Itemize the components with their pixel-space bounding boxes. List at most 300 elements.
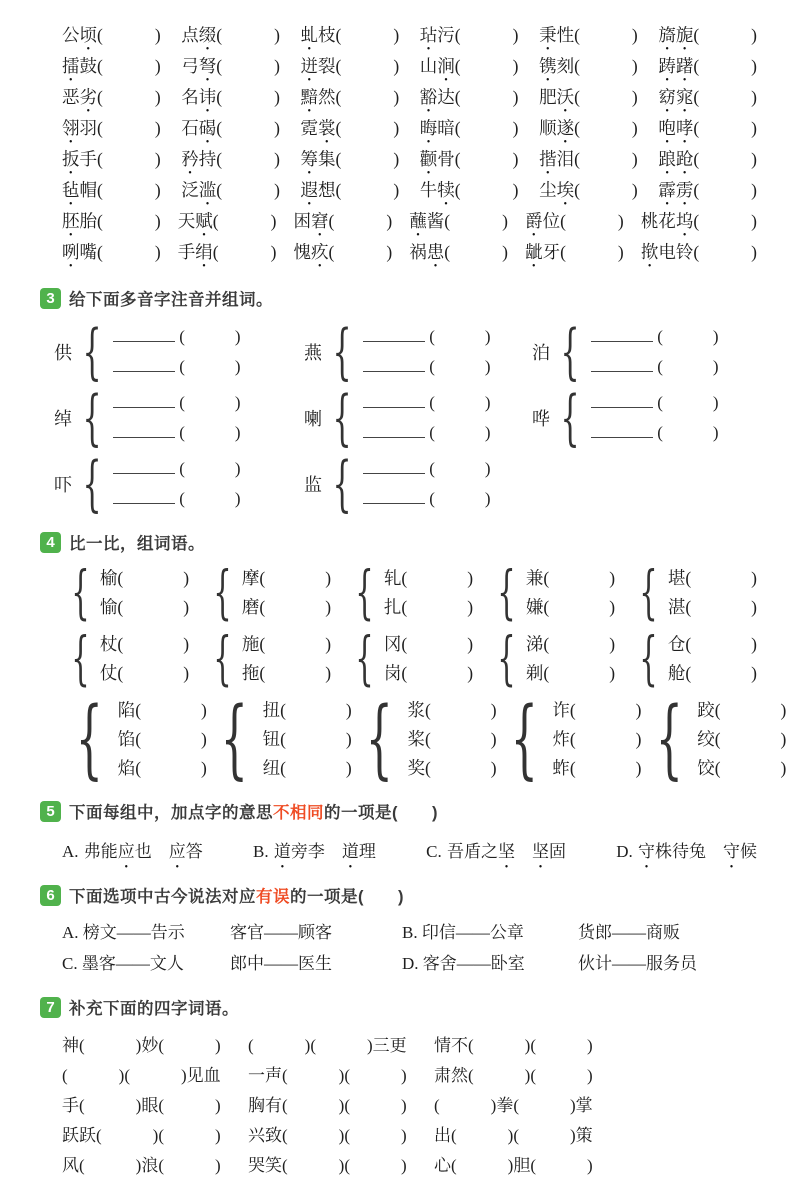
dotted-word (539, 118, 574, 138)
dotted-word (301, 56, 336, 76)
section5-number-badge: 5 (40, 801, 61, 822)
dotted-word (169, 842, 203, 861)
character: 咆 (658, 118, 676, 138)
idiom-row (62, 1061, 757, 1091)
character: 旁 (290, 842, 308, 861)
idiom-row (62, 1151, 757, 1181)
character: 想 (318, 180, 336, 200)
character: 赋 (195, 211, 213, 231)
compare-lines (263, 696, 352, 783)
character: 应 (117, 842, 135, 861)
brace-icon: { (560, 382, 580, 453)
idiom-item: 手( )眼( ) (62, 1096, 221, 1115)
compare-line: 涕( ) (525, 634, 616, 654)
character: 弓 (181, 56, 199, 76)
idiom-item: 哭笑( )( ) (248, 1156, 407, 1175)
answer-lines (363, 322, 490, 382)
compare-character: 跤 (697, 700, 715, 720)
idiom-row (62, 1091, 757, 1121)
dotted-word (447, 842, 515, 861)
compare-character: 施 (241, 634, 260, 654)
compare-character: 榆 (99, 568, 118, 588)
polyphone-unit (304, 382, 532, 453)
answer-line: ( ) (113, 322, 240, 352)
word-list-row (62, 53, 757, 84)
dotted-word (723, 842, 757, 861)
character: 刻 (556, 56, 575, 76)
character: 花 (658, 211, 676, 231)
brace-icon: { (82, 382, 102, 453)
character: 羽 (79, 118, 97, 138)
compare-line: 诈( ) (552, 700, 642, 720)
word-item: 咆哮( ) (658, 115, 757, 146)
character: 李 (307, 842, 325, 861)
word-item: 筹集( ) (301, 146, 400, 177)
mapping-item: B. 印信——公章 (402, 923, 524, 942)
compare-line: 拖( ) (241, 663, 332, 683)
word-item: 愧疚( ) (294, 239, 393, 270)
section4-heading (40, 530, 757, 554)
polyphone-character: 哗 (532, 409, 550, 429)
character: 肥 (539, 87, 557, 107)
idiom-item: 一声( )( ) (248, 1066, 407, 1085)
dotted-word (525, 211, 560, 231)
option-label: C. (426, 842, 446, 861)
blank-line (113, 424, 175, 438)
word-item: 尘埃( ) (539, 177, 638, 208)
character: 咧 (62, 242, 80, 262)
compare-character: 陷 (117, 700, 136, 720)
compare-lines (697, 696, 786, 783)
answer-line: ( ) (363, 322, 490, 352)
dotted-word (539, 56, 574, 76)
character: 泪 (556, 149, 575, 169)
character: 尘 (539, 180, 557, 200)
answer-lines (363, 388, 490, 448)
word-item: 恶劣( ) (62, 84, 161, 115)
compare-character: 杖 (99, 634, 118, 654)
compare-line: 扎( ) (383, 597, 474, 617)
compare-group (642, 688, 787, 789)
character: 然 (318, 87, 336, 107)
dotted-word (294, 211, 329, 231)
word-item: 弓弩( ) (181, 53, 280, 84)
brace-icon: { (365, 688, 393, 789)
word-item: 矜持( ) (181, 146, 280, 177)
dotted-word (658, 180, 693, 200)
mapping-item: 郎中——医生 (230, 954, 332, 973)
word-list-row (62, 22, 757, 53)
polyphone-row (54, 448, 757, 519)
section4-number-badge: 4 (40, 532, 61, 553)
word-item: 踌躇( ) (658, 53, 757, 84)
answer-line: ( ) (113, 454, 240, 484)
character: 疚 (311, 242, 329, 262)
polyphone-unit (304, 316, 532, 387)
compare-line: 跤( ) (697, 700, 787, 720)
character: 守 (723, 842, 740, 861)
character: 性 (556, 25, 575, 45)
character: 祸 (409, 242, 427, 262)
polyphone-character: 监 (304, 475, 322, 495)
word-item: 龇牙( ) (525, 239, 624, 270)
character: 豁 (419, 87, 438, 107)
word-list-row (62, 239, 757, 270)
polyphone-grid (54, 316, 757, 519)
blank-line (113, 490, 175, 504)
section3-heading (40, 286, 757, 310)
character: 守 (638, 842, 655, 861)
compare-line: 焰( ) (117, 758, 207, 778)
character: 遂 (556, 118, 575, 138)
polyphone-character: 吓 (54, 475, 72, 495)
character: 污 (437, 25, 455, 45)
compare-line: 愉( ) (99, 597, 190, 617)
section6-heading (40, 883, 757, 907)
compare-lines (668, 564, 757, 622)
compare-lines (526, 564, 615, 622)
compare-line: 绞( ) (697, 729, 787, 749)
character: 迸 (300, 56, 319, 76)
compare-group (488, 624, 616, 693)
compare-line: 钮( ) (262, 729, 352, 749)
character: 秉 (539, 25, 557, 45)
dotted-word (641, 211, 694, 231)
choice-option (616, 837, 757, 867)
section5-title-suffix: 的一项是( ) (324, 804, 438, 822)
answer-line: ( ) (113, 352, 240, 382)
dotted-word (181, 180, 216, 200)
idiom-item: 出( )( )策 (434, 1126, 593, 1145)
brace-icon: { (332, 382, 352, 453)
dotted-word (294, 242, 329, 262)
character: 涧 (437, 56, 455, 76)
compare-lines (552, 696, 641, 783)
idiom-item: 风( )浪( ) (62, 1156, 221, 1175)
compare-group (346, 558, 474, 627)
character: 点 (181, 25, 199, 45)
word-item: 困窘( ) (294, 208, 393, 239)
idiom-item: 兴致( )( ) (248, 1126, 407, 1145)
compare-line: 浆( ) (407, 700, 497, 720)
answer-line: ( ) (363, 454, 490, 484)
polyphone-unit (54, 316, 304, 387)
compare-character: 扭 (262, 700, 281, 720)
compare-line: 施( ) (241, 634, 332, 654)
character: 坞 (675, 211, 694, 231)
character: 集 (318, 149, 336, 169)
section5-title (69, 799, 438, 823)
answer-lines (591, 388, 718, 448)
section5-options (62, 837, 757, 867)
brace-icon: { (639, 558, 658, 627)
polyphone-unit (304, 448, 491, 519)
character: 应 (168, 842, 186, 861)
dotted-word (301, 118, 336, 138)
word-list (62, 22, 757, 270)
character: 位 (542, 211, 561, 231)
word-item: 蘸酱( ) (409, 208, 508, 239)
character: 骨 (437, 149, 455, 169)
character: 哮 (675, 118, 694, 138)
section7-title: 补充下面的四字词语。 (69, 1000, 239, 1018)
blank-line (113, 394, 175, 408)
character: 坚 (497, 842, 515, 861)
idiom-item: ( )拳( )掌 (434, 1096, 593, 1115)
character: 也 (134, 842, 152, 861)
brace-icon: { (497, 624, 516, 693)
polyphone-character: 绰 (54, 409, 72, 429)
brace-icon: { (82, 448, 102, 519)
compare-line: 湛( ) (667, 597, 757, 617)
compare-line: 嫌( ) (525, 597, 616, 617)
character: 桃 (640, 211, 659, 231)
dotted-word (420, 25, 455, 45)
answer-line: ( ) (591, 352, 718, 382)
word-item: 桃花坞( ) (641, 208, 757, 239)
answer-line: ( ) (113, 388, 240, 418)
brace-icon: { (82, 316, 102, 387)
character: 兔 (689, 842, 706, 861)
character: 绢 (195, 242, 213, 262)
brace-icon: { (355, 558, 374, 627)
dotted-word (181, 56, 216, 76)
mapping-item: 伙计——服务员 (578, 954, 697, 973)
word-item: 名讳( ) (181, 84, 280, 115)
character: 暗 (437, 118, 455, 138)
compare-character: 饺 (697, 758, 715, 778)
character: 矜 (181, 149, 199, 169)
character: 霓 (300, 118, 319, 138)
word-item: 窈窕( ) (658, 84, 757, 115)
compare-character: 兼 (525, 568, 544, 588)
character: 晦 (419, 118, 438, 138)
dotted-word (420, 118, 455, 138)
character: 困 (293, 211, 312, 231)
dotted-word (178, 211, 213, 231)
word-item: 擂鼓( ) (62, 53, 161, 84)
brace-icon: { (71, 624, 90, 693)
compare-character: 剃 (525, 663, 544, 683)
character: 蘸 (409, 211, 427, 231)
dotted-word (638, 842, 706, 861)
character: 牙 (542, 242, 561, 262)
dotted-word (658, 149, 693, 169)
character: 旖 (658, 25, 676, 45)
character: 弗 (83, 842, 101, 861)
compare-character: 磨 (241, 597, 260, 617)
word-item: 公顷( ) (62, 22, 161, 53)
compare-character: 轧 (383, 568, 402, 588)
compare-character: 仗 (99, 663, 118, 683)
compare-line: 摩( ) (241, 568, 332, 588)
word-item: 手绢( ) (178, 239, 277, 270)
compare-line: 陷( ) (117, 700, 207, 720)
character: 愧 (293, 242, 312, 262)
compare-lines (242, 630, 331, 688)
answer-lines (363, 454, 490, 514)
dotted-word (62, 242, 97, 262)
answer-line: ( ) (363, 352, 490, 382)
compare-group (630, 624, 757, 693)
compare-line: 仓( ) (667, 634, 757, 654)
compare-character: 绞 (697, 729, 715, 749)
idiom-item: 肃然( )( ) (434, 1066, 593, 1085)
compare-line: 剃( ) (525, 663, 616, 683)
dotted-word (658, 87, 693, 107)
compare-group (497, 688, 642, 789)
character: 盾 (463, 842, 481, 861)
blank-line (363, 358, 425, 372)
compare-line: 杖( ) (99, 634, 190, 654)
answer-line: ( ) (363, 388, 490, 418)
compare-character: 桨 (407, 729, 425, 749)
answer-line: ( ) (591, 322, 718, 352)
word-item: 祸患( ) (409, 239, 508, 270)
character: 坚 (531, 842, 549, 861)
polyphone-character: 泊 (532, 343, 550, 363)
compare-character: 仓 (667, 634, 686, 654)
polyphone-unit (54, 448, 304, 519)
answer-line: ( ) (113, 418, 240, 448)
word-list-row (62, 208, 757, 239)
brace-icon: { (75, 688, 104, 789)
dotted-word (274, 842, 325, 861)
word-item: 旖旎( ) (658, 22, 757, 53)
brace-icon: { (655, 688, 683, 789)
blank-line (591, 358, 653, 372)
word-item: 胚胎( ) (62, 208, 161, 239)
character: 答 (185, 842, 203, 861)
blank-line (113, 460, 175, 474)
compare-group (62, 624, 190, 693)
word-item: 天赋( ) (178, 208, 277, 239)
compare-line: 炸( ) (552, 729, 642, 749)
compare-row (62, 558, 757, 627)
word-list-row (62, 177, 757, 208)
character: 嘴 (79, 242, 97, 262)
polyphone-unit (532, 316, 719, 387)
option-label: A. (62, 842, 83, 861)
compare-line: 岗( ) (383, 663, 474, 683)
compare-line: 榆( ) (99, 568, 190, 588)
character: 鼓 (79, 56, 97, 76)
compare-line: 蚱( ) (552, 758, 642, 778)
brace-icon: { (355, 624, 374, 693)
word-item: 牛犊( ) (420, 177, 519, 208)
character: 泛 (181, 180, 199, 200)
character: 铃 (675, 242, 694, 262)
blank-line (591, 424, 653, 438)
dotted-word (420, 149, 455, 169)
section3-number-badge: 3 (40, 288, 61, 309)
dotted-word (181, 87, 216, 107)
character: 石 (181, 118, 199, 138)
section6-title-suffix: 的一项是( ) (290, 888, 404, 906)
character: 龇 (525, 242, 543, 262)
blank-line (363, 460, 425, 474)
idiom-grid (62, 1031, 757, 1181)
compare-line: 堪( ) (667, 568, 757, 588)
character: 枝 (318, 25, 336, 45)
character: 候 (740, 842, 757, 861)
word-item: 秉性( ) (539, 22, 638, 53)
compare-lines (100, 564, 189, 622)
word-item: 泛滥( ) (181, 177, 280, 208)
word-item: 晦暗( ) (420, 115, 519, 146)
compare-line: 兼( ) (525, 568, 616, 588)
compare-lines (384, 630, 473, 688)
compare-character: 扎 (383, 597, 402, 617)
section6-title-highlight: 有误 (256, 888, 290, 906)
character: 道 (341, 842, 359, 861)
compare-group (204, 624, 332, 693)
compare-line: 饺( ) (697, 758, 787, 778)
character: 理 (358, 842, 376, 861)
compare-lines (526, 630, 615, 688)
compare-line: 奖( ) (407, 758, 497, 778)
choice-option (426, 837, 566, 867)
blank-line (591, 394, 653, 408)
compare-row (62, 688, 787, 789)
word-item: 踉跄( ) (658, 146, 757, 177)
compare-lines (384, 564, 473, 622)
compare-character: 炸 (552, 729, 570, 749)
word-item: 山涧( ) (420, 53, 519, 84)
compare-group (62, 558, 190, 627)
answer-lines (591, 322, 718, 382)
character: 埃 (556, 180, 575, 200)
character: 道 (273, 842, 291, 861)
section5-heading (40, 799, 757, 823)
character: 滥 (198, 180, 217, 200)
word-item: 霓裳( ) (301, 115, 400, 146)
mapping-item: C. 墨客——文人 (62, 954, 184, 973)
section6-rows (62, 917, 757, 979)
dotted-word (409, 242, 444, 262)
word-item: 石碣( ) (181, 115, 280, 146)
compare-character: 拖 (241, 663, 260, 683)
polyphone-unit (532, 382, 719, 453)
dotted-word (342, 842, 376, 861)
compare-character: 馅 (117, 729, 136, 749)
character: 顺 (539, 118, 557, 138)
blank-line (591, 328, 653, 342)
compare-group (207, 688, 352, 789)
section4-title: 比一比，组词语。 (69, 535, 205, 553)
dotted-word (301, 180, 336, 200)
character: 沃 (556, 87, 575, 107)
mapping-row (62, 948, 757, 979)
answer-lines (113, 454, 240, 514)
compare-character: 诈 (552, 700, 570, 720)
character: 筹 (300, 149, 319, 169)
character: 镌 (539, 56, 557, 76)
character: 电 (658, 242, 676, 262)
compare-grid (62, 558, 787, 789)
character: 犊 (437, 180, 455, 200)
character: 劣 (79, 87, 97, 107)
dotted-word (420, 180, 455, 200)
word-item: 遐想( ) (301, 177, 400, 208)
character: 患 (426, 242, 445, 262)
brace-icon: { (220, 688, 248, 789)
brace-icon: { (213, 624, 232, 693)
word-item: 揩泪( ) (539, 146, 638, 177)
compare-row (62, 624, 757, 693)
dotted-word (525, 242, 560, 262)
character: 毡 (62, 180, 80, 200)
